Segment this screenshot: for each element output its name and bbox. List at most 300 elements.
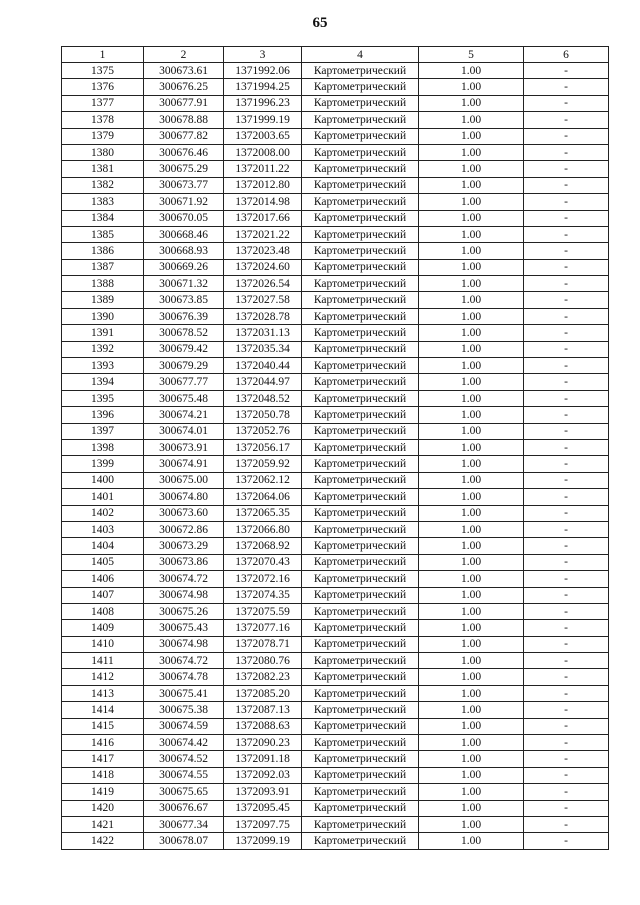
method-cell: Картометрический — [302, 161, 419, 177]
note-cell: - — [524, 128, 609, 144]
method-cell: Картометрический — [302, 751, 419, 767]
point-number-cell: 1392 — [62, 341, 144, 357]
point-number-cell: 1387 — [62, 259, 144, 275]
x-coordinate-cell: 300678.52 — [144, 325, 224, 341]
point-number-cell: 1421 — [62, 816, 144, 832]
note-cell: - — [524, 423, 609, 439]
point-number-cell: 1415 — [62, 718, 144, 734]
x-coordinate-cell: 300675.00 — [144, 472, 224, 488]
table-body — [62, 63, 609, 850]
table-row — [62, 341, 609, 357]
note-cell: - — [524, 571, 609, 587]
point-number-cell: 1418 — [62, 767, 144, 783]
point-number-cell: 1408 — [62, 603, 144, 619]
point-number-cell: 1379 — [62, 128, 144, 144]
table-row — [62, 456, 609, 472]
accuracy-cell: 1.00 — [419, 292, 524, 308]
method-cell: Картометрический — [302, 144, 419, 160]
x-coordinate-cell: 300679.29 — [144, 358, 224, 374]
method-cell: Картометрический — [302, 112, 419, 128]
accuracy-cell: 1.00 — [419, 374, 524, 390]
y-coordinate-cell: 1372024.60 — [224, 259, 302, 275]
method-cell: Картометрический — [302, 407, 419, 423]
accuracy-cell: 1.00 — [419, 439, 524, 455]
method-cell: Картометрический — [302, 571, 419, 587]
column-header: 2 — [144, 47, 224, 63]
accuracy-cell: 1.00 — [419, 456, 524, 472]
y-coordinate-cell: 1372021.22 — [224, 226, 302, 242]
table-row — [62, 276, 609, 292]
point-number-cell: 1391 — [62, 325, 144, 341]
point-number-cell: 1410 — [62, 636, 144, 652]
y-coordinate-cell: 1372072.16 — [224, 571, 302, 587]
point-number-cell: 1419 — [62, 784, 144, 800]
point-number-cell: 1380 — [62, 144, 144, 160]
method-cell: Картометрический — [302, 276, 419, 292]
accuracy-cell: 1.00 — [419, 767, 524, 783]
method-cell: Картометрический — [302, 800, 419, 816]
table-row — [62, 95, 609, 111]
point-number-cell: 1389 — [62, 292, 144, 308]
point-number-cell: 1401 — [62, 489, 144, 505]
y-coordinate-cell: 1372068.92 — [224, 538, 302, 554]
y-coordinate-cell: 1372023.48 — [224, 243, 302, 259]
point-number-cell: 1397 — [62, 423, 144, 439]
note-cell: - — [524, 751, 609, 767]
point-number-cell: 1390 — [62, 308, 144, 324]
point-number-cell: 1404 — [62, 538, 144, 554]
point-number-cell: 1405 — [62, 554, 144, 570]
method-cell: Картометрический — [302, 735, 419, 751]
y-coordinate-cell: 1372059.92 — [224, 456, 302, 472]
table-row — [62, 603, 609, 619]
table-row — [62, 538, 609, 554]
x-coordinate-cell: 300675.29 — [144, 161, 224, 177]
note-cell: - — [524, 538, 609, 554]
column-header: 6 — [524, 47, 609, 63]
y-coordinate-cell: 1372028.78 — [224, 308, 302, 324]
x-coordinate-cell: 300668.46 — [144, 226, 224, 242]
y-coordinate-cell: 1372003.65 — [224, 128, 302, 144]
table-row — [62, 833, 609, 849]
point-number-cell: 1396 — [62, 407, 144, 423]
accuracy-cell: 1.00 — [419, 816, 524, 832]
note-cell: - — [524, 636, 609, 652]
method-cell: Картометрический — [302, 210, 419, 226]
note-cell: - — [524, 816, 609, 832]
method-cell: Картометрический — [302, 636, 419, 652]
accuracy-cell: 1.00 — [419, 308, 524, 324]
method-cell: Картометрический — [302, 439, 419, 455]
x-coordinate-cell: 300677.34 — [144, 816, 224, 832]
x-coordinate-cell: 300675.26 — [144, 603, 224, 619]
note-cell: - — [524, 341, 609, 357]
table-row — [62, 554, 609, 570]
point-number-cell: 1402 — [62, 505, 144, 521]
note-cell: - — [524, 456, 609, 472]
point-number-cell: 1382 — [62, 177, 144, 193]
table-row — [62, 751, 609, 767]
note-cell: - — [524, 210, 609, 226]
x-coordinate-cell: 300671.92 — [144, 194, 224, 210]
table-row — [62, 210, 609, 226]
method-cell: Картометрический — [302, 702, 419, 718]
note-cell: - — [524, 489, 609, 505]
note-cell: - — [524, 79, 609, 95]
method-cell: Картометрический — [302, 521, 419, 537]
y-coordinate-cell: 1372070.43 — [224, 554, 302, 570]
accuracy-cell: 1.00 — [419, 95, 524, 111]
point-number-cell: 1417 — [62, 751, 144, 767]
table-row — [62, 374, 609, 390]
y-coordinate-cell: 1372012.80 — [224, 177, 302, 193]
x-coordinate-cell: 300676.67 — [144, 800, 224, 816]
accuracy-cell: 1.00 — [419, 194, 524, 210]
table-row — [62, 636, 609, 652]
y-coordinate-cell: 1372092.03 — [224, 767, 302, 783]
method-cell: Картометрический — [302, 718, 419, 734]
x-coordinate-cell: 300674.52 — [144, 751, 224, 767]
accuracy-cell: 1.00 — [419, 636, 524, 652]
accuracy-cell: 1.00 — [419, 620, 524, 636]
point-number-cell: 1399 — [62, 456, 144, 472]
method-cell: Картометрический — [302, 341, 419, 357]
y-coordinate-cell: 1372008.00 — [224, 144, 302, 160]
method-cell: Картометрический — [302, 603, 419, 619]
method-cell: Картометрический — [302, 292, 419, 308]
column-header: 1 — [62, 47, 144, 63]
y-coordinate-cell: 1372050.78 — [224, 407, 302, 423]
note-cell: - — [524, 505, 609, 521]
point-number-cell: 1388 — [62, 276, 144, 292]
x-coordinate-cell: 300673.60 — [144, 505, 224, 521]
note-cell: - — [524, 554, 609, 570]
x-coordinate-cell: 300673.85 — [144, 292, 224, 308]
x-coordinate-cell: 300675.41 — [144, 685, 224, 701]
y-coordinate-cell: 1372027.58 — [224, 292, 302, 308]
method-cell: Картометрический — [302, 423, 419, 439]
table-row — [62, 423, 609, 439]
table-row — [62, 63, 609, 79]
accuracy-cell: 1.00 — [419, 423, 524, 439]
table-row — [62, 79, 609, 95]
table-row — [62, 735, 609, 751]
table-row — [62, 784, 609, 800]
x-coordinate-cell: 300673.91 — [144, 439, 224, 455]
method-cell: Картометрический — [302, 653, 419, 669]
table-header — [62, 47, 609, 63]
note-cell: - — [524, 521, 609, 537]
accuracy-cell: 1.00 — [419, 358, 524, 374]
note-cell: - — [524, 407, 609, 423]
method-cell: Картометрический — [302, 308, 419, 324]
x-coordinate-cell: 300671.32 — [144, 276, 224, 292]
x-coordinate-cell: 300674.78 — [144, 669, 224, 685]
accuracy-cell: 1.00 — [419, 521, 524, 537]
accuracy-cell: 1.00 — [419, 161, 524, 177]
x-coordinate-cell: 300677.82 — [144, 128, 224, 144]
point-number-cell: 1416 — [62, 735, 144, 751]
point-number-cell: 1406 — [62, 571, 144, 587]
accuracy-cell: 1.00 — [419, 112, 524, 128]
accuracy-cell: 1.00 — [419, 603, 524, 619]
accuracy-cell: 1.00 — [419, 472, 524, 488]
accuracy-cell: 1.00 — [419, 144, 524, 160]
y-coordinate-cell: 1372090.23 — [224, 735, 302, 751]
accuracy-cell: 1.00 — [419, 833, 524, 849]
note-cell: - — [524, 95, 609, 111]
method-cell: Картометрический — [302, 374, 419, 390]
accuracy-cell: 1.00 — [419, 702, 524, 718]
x-coordinate-cell: 300674.42 — [144, 735, 224, 751]
y-coordinate-cell: 1372031.13 — [224, 325, 302, 341]
accuracy-cell: 1.00 — [419, 390, 524, 406]
table-row — [62, 800, 609, 816]
accuracy-cell: 1.00 — [419, 128, 524, 144]
table-row — [62, 669, 609, 685]
x-coordinate-cell: 300675.65 — [144, 784, 224, 800]
accuracy-cell: 1.00 — [419, 226, 524, 242]
y-coordinate-cell: 1372040.44 — [224, 358, 302, 374]
table-row — [62, 308, 609, 324]
x-coordinate-cell: 300677.77 — [144, 374, 224, 390]
point-number-cell: 1385 — [62, 226, 144, 242]
y-coordinate-cell: 1372062.12 — [224, 472, 302, 488]
y-coordinate-cell: 1372066.80 — [224, 521, 302, 537]
table-row — [62, 718, 609, 734]
header-row — [62, 47, 609, 63]
point-number-cell: 1403 — [62, 521, 144, 537]
y-coordinate-cell: 1372082.23 — [224, 669, 302, 685]
y-coordinate-cell: 1372048.52 — [224, 390, 302, 406]
y-coordinate-cell: 1372078.71 — [224, 636, 302, 652]
note-cell: - — [524, 276, 609, 292]
y-coordinate-cell: 1372088.63 — [224, 718, 302, 734]
point-number-cell: 1395 — [62, 390, 144, 406]
x-coordinate-cell: 300673.29 — [144, 538, 224, 554]
y-coordinate-cell: 1372074.35 — [224, 587, 302, 603]
table-row — [62, 407, 609, 423]
point-number-cell: 1409 — [62, 620, 144, 636]
method-cell: Картометрический — [302, 390, 419, 406]
x-coordinate-cell: 300675.48 — [144, 390, 224, 406]
accuracy-cell: 1.00 — [419, 177, 524, 193]
note-cell: - — [524, 685, 609, 701]
method-cell: Картометрический — [302, 784, 419, 800]
note-cell: - — [524, 194, 609, 210]
y-coordinate-cell: 1372035.34 — [224, 341, 302, 357]
point-number-cell: 1377 — [62, 95, 144, 111]
point-number-cell: 1411 — [62, 653, 144, 669]
table-row — [62, 620, 609, 636]
y-coordinate-cell: 1372056.17 — [224, 439, 302, 455]
y-coordinate-cell: 1372097.75 — [224, 816, 302, 832]
table-row — [62, 653, 609, 669]
accuracy-cell: 1.00 — [419, 784, 524, 800]
column-header: 3 — [224, 47, 302, 63]
note-cell: - — [524, 472, 609, 488]
method-cell: Картометрический — [302, 472, 419, 488]
x-coordinate-cell: 300678.07 — [144, 833, 224, 849]
table-row — [62, 767, 609, 783]
method-cell: Картометрический — [302, 243, 419, 259]
table-row — [62, 439, 609, 455]
table-row — [62, 358, 609, 374]
table-row — [62, 521, 609, 537]
x-coordinate-cell: 300675.43 — [144, 620, 224, 636]
point-number-cell: 1422 — [62, 833, 144, 849]
note-cell: - — [524, 63, 609, 79]
x-coordinate-cell: 300674.98 — [144, 587, 224, 603]
accuracy-cell: 1.00 — [419, 341, 524, 357]
x-coordinate-cell: 300674.59 — [144, 718, 224, 734]
point-number-cell: 1407 — [62, 587, 144, 603]
column-header: 4 — [302, 47, 419, 63]
y-coordinate-cell: 1371996.23 — [224, 95, 302, 111]
y-coordinate-cell: 1372087.13 — [224, 702, 302, 718]
y-coordinate-cell: 1372065.35 — [224, 505, 302, 521]
point-number-cell: 1400 — [62, 472, 144, 488]
method-cell: Картометрический — [302, 128, 419, 144]
accuracy-cell: 1.00 — [419, 276, 524, 292]
note-cell: - — [524, 358, 609, 374]
accuracy-cell: 1.00 — [419, 63, 524, 79]
table-row — [62, 292, 609, 308]
accuracy-cell: 1.00 — [419, 554, 524, 570]
accuracy-cell: 1.00 — [419, 489, 524, 505]
note-cell: - — [524, 620, 609, 636]
point-number-cell: 1386 — [62, 243, 144, 259]
accuracy-cell: 1.00 — [419, 718, 524, 734]
method-cell: Картометрический — [302, 833, 419, 849]
method-cell: Картометрический — [302, 63, 419, 79]
accuracy-cell: 1.00 — [419, 669, 524, 685]
accuracy-cell: 1.00 — [419, 79, 524, 95]
accuracy-cell: 1.00 — [419, 407, 524, 423]
x-coordinate-cell: 300674.55 — [144, 767, 224, 783]
table-row — [62, 226, 609, 242]
page-number: 65 — [312, 15, 328, 31]
x-coordinate-cell: 300668.93 — [144, 243, 224, 259]
x-coordinate-cell: 300670.05 — [144, 210, 224, 226]
note-cell: - — [524, 669, 609, 685]
table-row — [62, 144, 609, 160]
method-cell: Картометрический — [302, 177, 419, 193]
method-cell: Картометрический — [302, 620, 419, 636]
note-cell: - — [524, 784, 609, 800]
x-coordinate-cell: 300674.98 — [144, 636, 224, 652]
note-cell: - — [524, 718, 609, 734]
table-row — [62, 243, 609, 259]
x-coordinate-cell: 300672.86 — [144, 521, 224, 537]
note-cell: - — [524, 308, 609, 324]
method-cell: Картометрический — [302, 358, 419, 374]
table-row — [62, 702, 609, 718]
point-number-cell: 1378 — [62, 112, 144, 128]
point-number-cell: 1384 — [62, 210, 144, 226]
x-coordinate-cell: 300675.38 — [144, 702, 224, 718]
note-cell: - — [524, 603, 609, 619]
method-cell: Картометрический — [302, 587, 419, 603]
table-row — [62, 390, 609, 406]
accuracy-cell: 1.00 — [419, 587, 524, 603]
table-row — [62, 112, 609, 128]
table-row — [62, 194, 609, 210]
note-cell: - — [524, 833, 609, 849]
note-cell: - — [524, 587, 609, 603]
x-coordinate-cell: 300678.88 — [144, 112, 224, 128]
table-row — [62, 128, 609, 144]
note-cell: - — [524, 374, 609, 390]
x-coordinate-cell: 300679.42 — [144, 341, 224, 357]
method-cell: Картометрический — [302, 538, 419, 554]
method-cell: Картометрический — [302, 325, 419, 341]
note-cell: - — [524, 243, 609, 259]
x-coordinate-cell: 300674.72 — [144, 653, 224, 669]
table-row — [62, 259, 609, 275]
y-coordinate-cell: 1372095.45 — [224, 800, 302, 816]
point-number-cell: 1420 — [62, 800, 144, 816]
y-coordinate-cell: 1372077.16 — [224, 620, 302, 636]
point-number-cell: 1413 — [62, 685, 144, 701]
y-coordinate-cell: 1372099.19 — [224, 833, 302, 849]
x-coordinate-cell: 300673.86 — [144, 554, 224, 570]
accuracy-cell: 1.00 — [419, 571, 524, 587]
y-coordinate-cell: 1372011.22 — [224, 161, 302, 177]
y-coordinate-cell: 1372026.54 — [224, 276, 302, 292]
method-cell: Картометрический — [302, 95, 419, 111]
note-cell: - — [524, 177, 609, 193]
column-header: 5 — [419, 47, 524, 63]
x-coordinate-cell: 300669.26 — [144, 259, 224, 275]
table-row — [62, 177, 609, 193]
point-number-cell: 1394 — [62, 374, 144, 390]
method-cell: Картометрический — [302, 194, 419, 210]
y-coordinate-cell: 1371994.25 — [224, 79, 302, 95]
x-coordinate-cell: 300676.25 — [144, 79, 224, 95]
accuracy-cell: 1.00 — [419, 800, 524, 816]
y-coordinate-cell: 1372091.18 — [224, 751, 302, 767]
method-cell: Картометрический — [302, 816, 419, 832]
x-coordinate-cell: 300674.72 — [144, 571, 224, 587]
table-row — [62, 505, 609, 521]
note-cell: - — [524, 112, 609, 128]
note-cell: - — [524, 702, 609, 718]
method-cell: Картометрический — [302, 669, 419, 685]
x-coordinate-cell: 300674.01 — [144, 423, 224, 439]
table-row — [62, 587, 609, 603]
note-cell: - — [524, 325, 609, 341]
method-cell: Картометрический — [302, 505, 419, 521]
y-coordinate-cell: 1372017.66 — [224, 210, 302, 226]
note-cell: - — [524, 390, 609, 406]
y-coordinate-cell: 1371992.06 — [224, 63, 302, 79]
x-coordinate-cell: 300674.91 — [144, 456, 224, 472]
table-row — [62, 489, 609, 505]
accuracy-cell: 1.00 — [419, 325, 524, 341]
x-coordinate-cell: 300676.46 — [144, 144, 224, 160]
accuracy-cell: 1.00 — [419, 685, 524, 701]
y-coordinate-cell: 1372085.20 — [224, 685, 302, 701]
y-coordinate-cell: 1372052.76 — [224, 423, 302, 439]
y-coordinate-cell: 1372014.98 — [224, 194, 302, 210]
accuracy-cell: 1.00 — [419, 243, 524, 259]
point-number-cell: 1381 — [62, 161, 144, 177]
point-number-cell: 1414 — [62, 702, 144, 718]
note-cell: - — [524, 161, 609, 177]
x-coordinate-cell: 300676.39 — [144, 308, 224, 324]
accuracy-cell: 1.00 — [419, 259, 524, 275]
